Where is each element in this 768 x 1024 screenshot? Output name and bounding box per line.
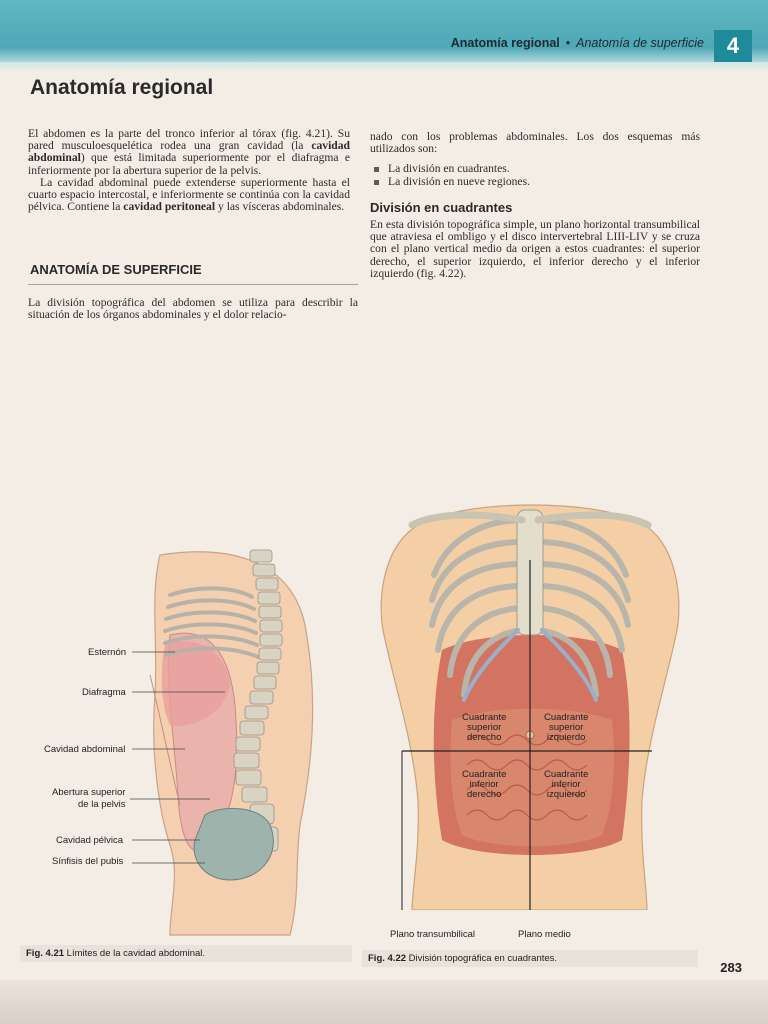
figure-quadrants xyxy=(372,480,688,910)
caption-number: Fig. 4.22 xyxy=(368,953,407,964)
label-cavidad-pelvica: Cavidad pélvica xyxy=(56,835,124,846)
quadrant-word: Cuadrante xyxy=(544,712,589,723)
label-plano-medio: Plano medio xyxy=(518,929,571,940)
surface-heading: ANATOMÍA DE SUPERFICIE xyxy=(30,262,202,277)
surface-column xyxy=(28,297,358,321)
label-plano-transumbilical: Plano transumbilical xyxy=(390,929,476,940)
label-cuadrante-sup-der xyxy=(462,713,506,743)
intro-column xyxy=(28,128,350,213)
label-cuadrante-inf-izq xyxy=(544,770,588,800)
surface-paragraph: La división topográfica del abdomen se utiliza para describir la situación de los órganos abdominales y el dolor relacio- xyxy=(28,296,358,322)
header-band xyxy=(0,0,768,68)
quadrants-paragraph: En esta división topográfica simple, un plano horizontal transumbilical que atraviesa el ombligo y el disco intervertebral LIII-LIV y se cruza con el plano vertical medio da origen a estos cuadrantes: el superior derecho, el superior izquierdo, el inferior derecho y el inferior izquierdo (fig. 4.22). xyxy=(370,218,700,280)
figure-caption-4-21 xyxy=(20,945,352,962)
quadrant-word: inferior xyxy=(551,779,581,790)
intro-p1-bold: cavidad abdominal xyxy=(28,139,350,165)
scheme-list xyxy=(370,163,700,187)
list-item: La división en nueve regiones. xyxy=(370,176,700,188)
list-item: La división en cuadrantes. xyxy=(370,163,700,175)
quadrant-word: derecho xyxy=(467,732,502,743)
label-abertura-superior: Abertura superior xyxy=(52,787,126,798)
quadrant-word: superior xyxy=(549,722,584,733)
quadrant-word: derecho xyxy=(467,789,502,800)
page-number: 283 xyxy=(720,960,742,975)
chapter-tab: 4 xyxy=(714,30,752,62)
header-section: Anatomía regional xyxy=(450,36,560,50)
caption-text: División topográfica en cuadrantes. xyxy=(408,953,558,964)
label-cuadrante-inf-der xyxy=(462,770,506,800)
intro-p1-text-a: El abdomen es la parte del tronco inferior al tórax (fig. 4.21). Su pared musculoesquelética rodea una gran cavidad (la xyxy=(28,127,350,153)
intro-p2-text-b: y las vísceras abdominales. xyxy=(215,200,345,214)
quadrant-word: izquierdo xyxy=(546,789,586,800)
intro-p2-bold: cavidad peritoneal xyxy=(123,200,216,214)
page-title: Anatomía regional xyxy=(30,76,214,99)
header-subsection: Anatomía de superficie xyxy=(576,36,704,50)
heading-divider xyxy=(28,284,358,285)
caption-text: Límites de la cavidad abdominal. xyxy=(66,948,206,959)
right-column xyxy=(370,131,700,280)
quadrant-word: inferior xyxy=(469,779,499,790)
label-sinfisis-pubis: Sínfisis del pubis xyxy=(52,856,124,867)
header-separator: • xyxy=(565,36,571,50)
label-cuadrante-sup-izq xyxy=(544,713,588,743)
caption-number: Fig. 4.21 xyxy=(26,948,65,959)
label-esternon: Esternón xyxy=(88,647,127,658)
intro-paragraph-2 xyxy=(28,177,350,214)
intro-p1-text-b: ) que está limitada superiormente por el diafragma e inferiormente por la abertura superior de la pelvis. xyxy=(28,151,350,177)
intro-p2-text-a: La cavidad abdominal puede extenderse superiormente hasta el cuarto espacio intercostal, e inferiormente se continúa con la cavidad pélvica. Contiene la xyxy=(28,175,350,214)
label-diafragma: Diafragma xyxy=(82,687,126,698)
figure-abdominal-cavity-lateral xyxy=(20,535,320,945)
label-cavidad-abdominal: Cavidad abdominal xyxy=(44,744,126,755)
page-bottom-edge xyxy=(0,980,768,1024)
running-header xyxy=(451,36,704,50)
intro-paragraph-1 xyxy=(28,128,350,177)
quadrants-heading: División en cuadrantes xyxy=(370,199,513,215)
quadrant-word: Cuadrante xyxy=(462,712,507,723)
label-de-la-pelvis: de la pelvis xyxy=(78,799,126,810)
continuation-paragraph: nado con los problemas abdominales. Los dos esquemas más utilizados son: xyxy=(370,130,700,156)
quadrant-word: Cuadrante xyxy=(544,769,589,780)
quadrant-word: izquierdo xyxy=(546,732,586,743)
quadrant-word: superior xyxy=(467,722,502,733)
figure-caption-4-22 xyxy=(362,950,698,967)
quadrant-word: Cuadrante xyxy=(462,769,507,780)
